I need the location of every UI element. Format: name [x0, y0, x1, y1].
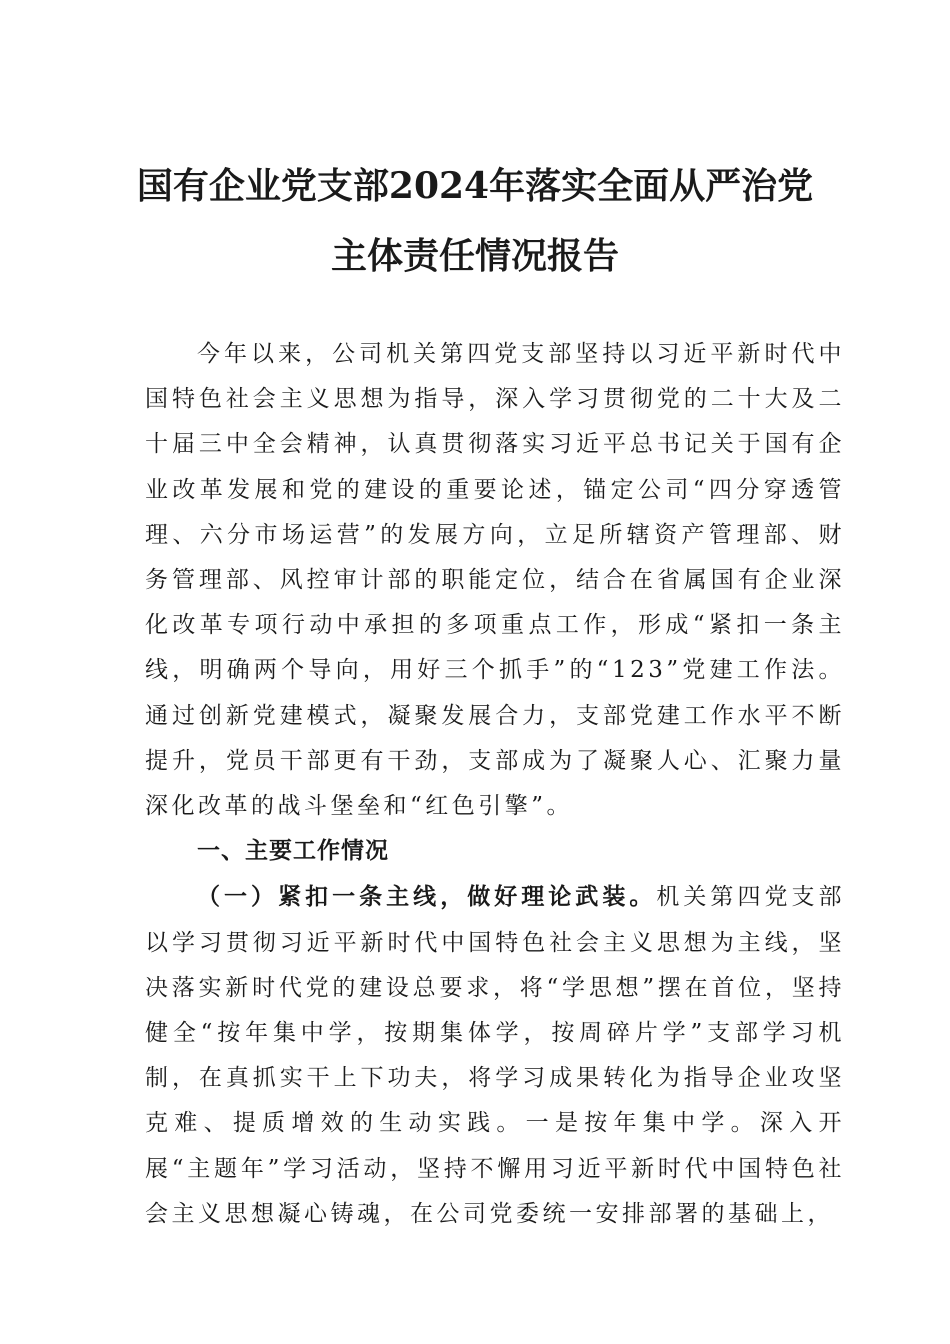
section-heading-main-work: 一、主要工作情况	[197, 838, 389, 865]
document-title-line-2: 主体责任情况报告	[330, 235, 619, 277]
subsection-paragraph	[145, 874, 845, 1237]
document-title-line-1: 国有企业党支部2024年落实全面从严治党	[136, 165, 814, 207]
document-body	[145, 332, 845, 1237]
intro-paragraph: 今年以来，公司机关第四党支部坚持以习近平新时代中国特色社会主义思想为指导，深入学习贯彻党的二十大及二十届三中全会精神，认真贯彻落实习近平总书记关于国有企业改革发展和党的建设的重要论述，锚定公司“四分穿透管理、六分市场运营”的发展方向，立足所辖资产管理部、财务管理部、风控审计部的职能定位，结合在省属国有企业深化改革专项行动中承担的多项重点工作，形成“紧扣一条主线，明确两个导向，用好三个抓手”的“123”党建工作法。通过创新党建模式，凝聚发展合力，支部党建工作水平不断提升，党员干部更有干劲，支部成为了凝聚人心、汇聚力量深化改革的战斗堡垒和“红色引擎”。	[145, 341, 845, 820]
subsection-body: 机关第四党支部以学习贯彻习近平新时代中国特色社会主义思想为主线，坚决落实新时代党的建设总要求，将“学思想”摆在首位，坚持健全“按年集中学，按期集体学，按周碎片学”支部学习机制，在真抓实干上下功夫，将学习成果转化为指导企业攻坚克难、提质增效的生动实践。一是按年集中学。深入开展“主题年”学习活动，坚持不懈用习近平新时代中国特色社会主义思想凝心铸魂，在公司党委统一安排部署的基础上，	[145, 884, 846, 1227]
subsection-lead: （一）紧扣一条主线，做好理论武装。	[197, 883, 657, 911]
